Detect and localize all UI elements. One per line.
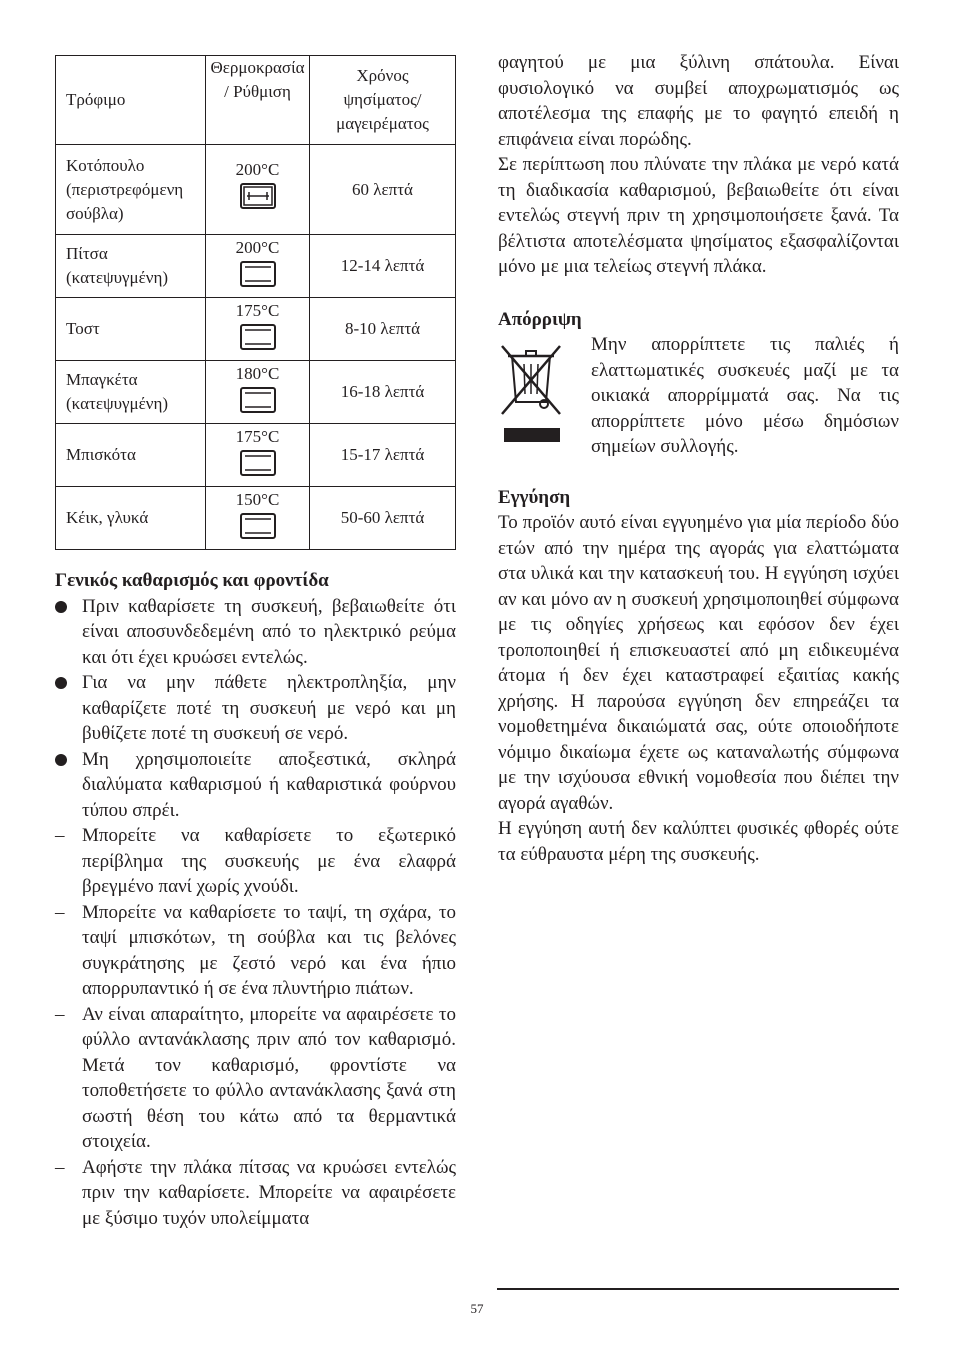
- top-bottom-heat-icon: [240, 513, 276, 539]
- warranty-paragraph: Το προϊόν αυτό είναι εγγυημένο για μία περίοδο δύο ετών από την ημέρα της αγοράς για ελαττώματα στα υλικά και την κατασκευή του. Η εγγύηση ισχύει αν και μόνο αν η συσκευή χρησιμοποιηθεί σύμφωνα με τις οδηγίες χρήσεως και εφόσον δεν έχει τροποποιηθεί ή επισκευαστεί από μη ειδικευμένα άτομα ή δεν έχει καταστραφεί εξαιτίας κακής χρήσης. Η παρούσα εγγύηση δεν επηρεάζει τα νομοθετημένα δικαιώματά σας, ούτε οποιοδήποτε νόμιμο δικαίωμα έχετε ως καταναλωτής σύμφωνα με την ισχύουσα εθνική νομοθεσία που διέπει την αγορά αγαθών.: [498, 512, 899, 814]
- table-row: [56, 298, 456, 361]
- list-item-text: Αν είναι απαραίτητο, μπορείτε να αφαιρέσετε το φύλλο αντανάκλασης πριν από τον καθαρισμό. Μετά τον καθαρισμό, φροντίστε να τοποθετήσετε το φύλλο αντανάκλασης ξανά στη σωστή θέση του κάτω από τα θερμαντικά στοιχεία.: [82, 1003, 456, 1152]
- page-number: 57: [470, 1301, 484, 1316]
- time-cell: 15-17 λεπτά: [310, 424, 456, 487]
- pizza-stone-drying-note: Σε περίπτωση που πλύνατε την πλάκα με νερό κατά τη διαδικασία καθαρισμού, βεβαιωθείτε ότι είναι εντελώς στεγνή πριν τη χρησιμοποιήσετε ξανά. Τα βέλτιστα αποτελέσματα ψησίματος εξασφαλίζονται μόνο με μια τελείως στεγνή πλάκα.: [498, 154, 899, 277]
- bullet-dot-icon: [55, 747, 75, 774]
- list-item-text: Μπορείτε να καθαρίσετε το εξωτερικό περίβλημα της συσκευής με ένα ελαφρά βρεγμένο πανί χωρίς χνούδι.: [82, 825, 456, 897]
- temperature-cell: [206, 298, 310, 361]
- header-time: Χρόνος ψησίματος/ μαγειρέματος: [310, 56, 456, 145]
- food-cell: Πίτσα (κατεψυγμένη): [56, 235, 206, 298]
- disposal-text: Μην απορρίπτετε τις παλιές ή ελαττωματικές συσκευές μαζί με τα οικιακά απορρίμματά σας. Να τις απορρίπτετε μόνο μέσω δημόσιων σημείων συλλογής.: [591, 334, 899, 457]
- list-item-text: Αφήστε την πλάκα πίτσας να κρυώσει εντελώς πριν την καθαρίσετε. Μπορείτε να αφαιρέσετε με ξύσιμο τυχόν υπολείμματα: [82, 1156, 456, 1229]
- temperature-value: 200°C: [235, 238, 280, 257]
- temperature-value: 175°C: [235, 427, 280, 446]
- temperature-cell: [206, 361, 310, 424]
- list-item: [55, 747, 456, 824]
- temperature-cell: [206, 424, 310, 487]
- dash-marker: –: [55, 1003, 65, 1025]
- dash-marker: –: [55, 1156, 65, 1178]
- header-temperature: Θερμοκρασία / Ρύθμιση: [206, 56, 310, 145]
- table-row: [56, 424, 456, 487]
- warranty-title: Εγγύηση: [498, 486, 571, 508]
- list-item-text: Πριν καθαρίσετε τη συσκευή, βεβαιωθείτε ότι είναι αποσυνδεδεμένη από το ηλεκτρικό ρεύμα και ότι έχει κρυώσει εντελώς.: [82, 595, 456, 668]
- time-cell: 60 λεπτά: [310, 145, 456, 235]
- list-item-text: Μπορείτε να καθαρίσετε το ταψί, τη σχάρα, το ταψί μπισκότων, τη σούβλα και τις βελόνες συγκράτησης με ζεστό νερό και ένα ήπιο απορρυπαντικό ή σε ένα πλυντήριο πιάτων.: [82, 901, 456, 999]
- list-item-text: Μη χρησιμοποιείτε αποξεστικά, σκληρά διαλύματα καθαρισμού ή καθαριστικά φούρνου τύπου σπρέι.: [82, 748, 456, 821]
- temperature-value: 150°C: [235, 490, 280, 509]
- disposal-section: [498, 332, 899, 460]
- food-cell: Μπισκότα: [56, 424, 206, 487]
- temperature-cell: [206, 235, 310, 298]
- list-item: [55, 1002, 456, 1155]
- bullet-dot-icon: [55, 594, 75, 621]
- temperature-value: 180°C: [235, 364, 280, 383]
- time-cell: 16-18 λεπτά: [310, 361, 456, 424]
- cleaning-title: Γενικός καθαρισμός και φροντίδα: [55, 570, 329, 591]
- table-row: [56, 361, 456, 424]
- warranty-exclusions: Η εγγύηση αυτή δεν καλύπτει φυσικές φθορές ούτε τα εύθραυστα μέρη της συσκευής.: [498, 818, 899, 865]
- dash-marker: –: [55, 901, 65, 923]
- food-cell: Κοτόπουλο (περιστρεφόμενη σούβλα): [56, 145, 206, 235]
- list-item: [55, 1155, 456, 1232]
- disposal-title: Απόρριψη: [498, 308, 582, 330]
- rotisserie-setting-icon: [240, 183, 276, 209]
- list-item: [55, 900, 456, 1002]
- cooking-times-table: [55, 55, 456, 550]
- left-column: [55, 55, 456, 1231]
- table-row: [56, 145, 456, 235]
- top-bottom-heat-icon: [240, 387, 276, 413]
- time-cell: 12-14 λεπτά: [310, 235, 456, 298]
- temperature-value: 175°C: [235, 301, 280, 320]
- food-cell: Κέικ, γλυκά: [56, 487, 206, 550]
- footer-divider: [497, 1288, 899, 1290]
- table-header-row: [56, 56, 456, 145]
- list-item: [55, 670, 456, 747]
- list-item: [55, 823, 456, 900]
- bullet-dot-icon: [55, 670, 75, 697]
- top-bottom-heat-icon: [240, 324, 276, 350]
- time-cell: 50-60 λεπτά: [310, 487, 456, 550]
- temperature-cell: [206, 487, 310, 550]
- list-item-text: Για να μην πάθετε ηλεκτροπληξία, μην καθαρίζετε ποτέ τη συσκευή με νερό και μη βυθίζετε ποτέ τη συσκευή σε νερό.: [82, 672, 456, 744]
- right-column: [498, 50, 899, 867]
- top-bottom-heat-icon: [240, 450, 276, 476]
- table-row: [56, 487, 456, 550]
- top-bottom-heat-icon: [240, 261, 276, 287]
- dash-marker: –: [55, 825, 65, 846]
- pizza-stone-continuation: φαγητού με μια ξύλινη σπάτουλα. Είναι φυσιολογικό να συμβεί αποχρωματισμός ως αποτέλεσμα της επαφής με το φαγητό επειδή η επιφάνεια είναι πορώδης.: [498, 52, 899, 150]
- list-item: [55, 594, 456, 671]
- crossed-out-wheelie-bin-icon: [498, 338, 564, 448]
- temperature-cell: [206, 145, 310, 235]
- temperature-value: 200°C: [235, 160, 280, 179]
- cleaning-list: [55, 594, 456, 1232]
- food-cell: Μπαγκέτα (κατεψυγμένη): [56, 361, 206, 424]
- time-cell: 8-10 λεπτά: [310, 298, 456, 361]
- header-food: Τρόφιμο: [56, 56, 206, 145]
- food-cell: Τοστ: [56, 298, 206, 361]
- table-row: [56, 235, 456, 298]
